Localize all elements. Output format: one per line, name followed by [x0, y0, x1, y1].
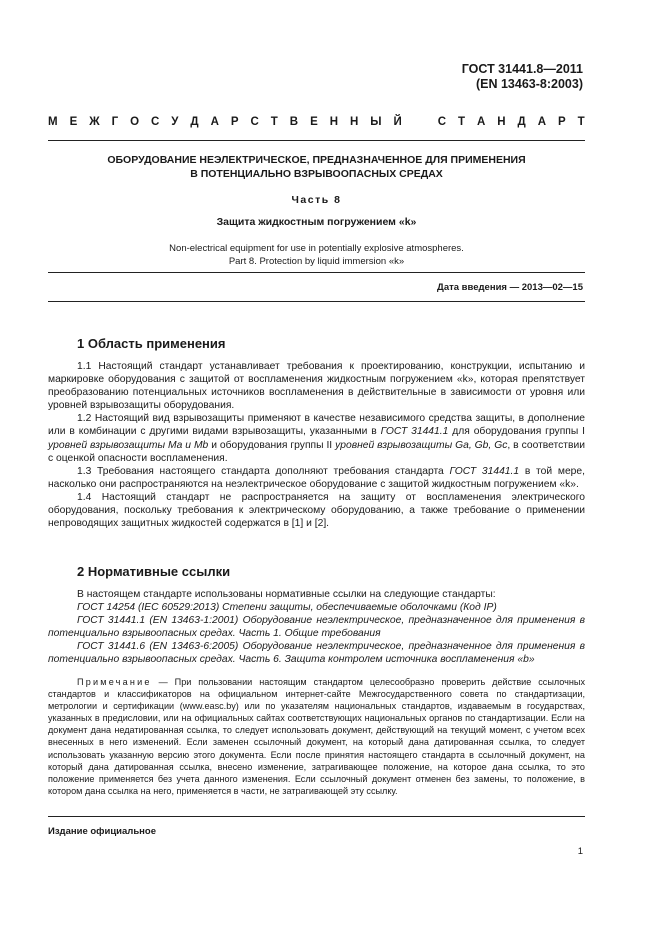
banner-letter: Н	[349, 116, 359, 128]
section-1-heading: 1 Область применения	[77, 336, 226, 351]
reference-gost-31441-6	[48, 640, 585, 666]
document-number	[462, 62, 583, 92]
clause-1-2	[48, 412, 585, 464]
clause-1-2-reference: ГОСТ 31441.1	[380, 426, 449, 438]
reference-gost-14254	[48, 601, 585, 614]
document-number-en: (EN 13463-8:2003)	[475, 77, 583, 91]
banner-letter: Й	[393, 116, 402, 128]
clause-1-4: 1.4 Настоящий стандарт не распространяется на защиту от воспламенения электрического оборудования, поскольку требования к электрическому оборудованию, а также требование о применении непроводящих защитных жидкостей содержатся в [1] и [2].	[48, 491, 585, 530]
standard-type-banner	[48, 116, 585, 128]
clause-1-3-reference: ГОСТ 31441.1	[449, 465, 520, 477]
banner-letter: Н	[497, 116, 506, 128]
banner-letter: Д	[517, 116, 526, 128]
part-subtitle: Защита жидкостным погружением «k»	[216, 216, 417, 228]
document-title-line1: ОБОРУДОВАНИЕ НЕЭЛЕКТРИЧЕСКОЕ, ПРЕДНАЗНАЧЕННОЕ ДЛЯ ПРИМЕНЕНИЯ	[107, 154, 526, 166]
reference-gost-14254-text: ГОСТ 14254 (IEC 60529:2013) Степени защиты, обеспечиваемые оболочками (Код IP)	[77, 602, 497, 614]
footer-divider	[48, 816, 585, 817]
reference-gost-31441-1-text: ГОСТ 31441.1 (EN 13463-1:2001) Оборудование неэлектрическое, предназначенное для применения в потенциально взрывоопасных средах. Часть 1. Общие требования	[48, 615, 585, 640]
section-2-heading: 2 Нормативные ссылки	[77, 564, 231, 579]
banner-letter: Р	[230, 116, 239, 128]
banner-letter: Ы	[370, 116, 382, 128]
clause-1-1: 1.1 Настоящий стандарт устанавливает требования к проектированию, конструкции, испытанию и маркировке оборудования с защитой от воспламенения жидкостным погружением «k», которая препятствует преобразованию потенциальных источников воспламенения в действительные в зависимости от уровня или уровней взрывозащиты оборудования.	[48, 361, 585, 412]
page-number: 1	[577, 846, 583, 857]
banner-letter: Ж	[89, 116, 100, 128]
banner-letter: С	[151, 116, 160, 128]
clause-1-2-levels-group-2: уровней взрывозащиты Ga, Gb, Gc	[335, 439, 508, 451]
part-label: Часть 8	[291, 194, 342, 206]
banner-letter: А	[476, 116, 486, 128]
banner-letter: Т	[457, 116, 466, 128]
references-note-paragraph	[48, 676, 585, 797]
section-1-body	[48, 360, 585, 530]
banner-letter: Е	[69, 116, 78, 128]
references-note	[48, 676, 585, 797]
banner-letter: А	[537, 116, 547, 128]
banner-letter: Р	[558, 116, 566, 128]
banner-letter: В	[289, 116, 299, 128]
note-text: — При пользовании настоящим стандартом целесообразно проверить действие ссылочных стандартов и классификаторов на официальном интернет-сайте Межгосударственного совета по стандартизации, метрологии и сертификации (www.easc.by) или по указателям национальных стандартов, издаваемым в государствах, указанных в предисловии, или на официальных сайтах соответствующих национальных органов по стандартизации. Если на документ дана недатированная ссылка, то следует использовать документ, действующий на текущий момент, с учетом всех внесенных в него изменений. Если заменен ссылочный документ, на который дана датированная ссылка, то следует использовать указанную версию этого документа. Если после принятия настоящего стандарта в ссылочный документ, на который дана датированная ссылка, внесено изменение, затрагивающее положение, на которое дана ссылка, то это положение применяется без учета данного изменения. Если ссылочный документ отменен без замены, то положение, в котором дана ссылка на него, применяется в части, не затрагивающей эту ссылку.	[48, 677, 585, 796]
references-intro: В настоящем стандарте использованы нормативные ссылки на следующие стандарты:	[77, 589, 496, 600]
note-label: Примечание	[77, 677, 152, 687]
section-2-body	[48, 588, 585, 667]
clause-1-2-text-d: , в соответствии с оценкой опасности воспламенения.	[48, 439, 585, 464]
clause-1-2-text-b: для оборудования группы I	[448, 426, 585, 438]
date-divider	[48, 301, 585, 302]
reference-gost-31441-1	[48, 614, 585, 640]
document-title-line2: В ПОТЕНЦИАЛЬНО ВЗРЫВООПАСНЫХ СРЕДАХ	[190, 168, 443, 180]
document-title	[48, 153, 585, 181]
clause-1-3	[48, 465, 585, 491]
banner-letter: У	[171, 116, 179, 128]
banner-letter: Н	[329, 116, 339, 128]
clause-1-3-text-b: в той мере, насколько они распространяются на неэлектрическое оборудование с защитой жидкостным погружением «k».	[48, 465, 585, 490]
english-title-line1: Non-electrical equipment for use in potentially explosive atmospheres.	[169, 243, 464, 254]
banner-word-gap	[414, 116, 426, 128]
banner-letter: Г	[111, 116, 119, 128]
document-number-gost: ГОСТ 31441.8—2011	[461, 62, 583, 76]
clause-1-2-levels-group-1: уровней взрывозащиты Ma и Mb	[48, 439, 209, 451]
banner-letter: Т	[577, 116, 585, 128]
banner-letter: Е	[310, 116, 318, 128]
banner-letter: О	[130, 116, 140, 128]
banner-letter: С	[437, 116, 447, 128]
reference-gost-31441-6-text: ГОСТ 31441.6 (EN 13463-6:2005) Оборудование неэлектрическое, предназначенное для применения в потенциально взрывоопасных средах. Часть 6. Защита контролем источника воспламенения «b»	[48, 641, 585, 666]
clause-1-3-text-a: 1.3 Требования настоящего стандарта дополняют требования стандарта	[77, 465, 450, 477]
banner-letter: С	[250, 116, 259, 128]
english-title	[48, 242, 585, 268]
edition-label: Издание официальное	[48, 826, 156, 837]
header-divider-bottom	[48, 272, 585, 273]
banner-letter: М	[48, 116, 58, 128]
english-title-line2: Part 8. Protection by liquid immersion «k»	[228, 256, 405, 267]
clause-1-2-text-a: 1.2 Настоящий вид взрывозащиты применяют в качестве независимого средства защиты, в дополнение или в комбинации с другими видами взрывозащиты, указанными в	[48, 413, 585, 438]
clause-1-2-text-c: и оборудования группы II	[208, 439, 336, 451]
introduction-date: Дата введения — 2013—02—15	[437, 282, 583, 293]
banner-letter: Т	[270, 116, 278, 128]
banner-letter: Д	[190, 116, 199, 128]
banner-letter: А	[210, 116, 219, 128]
header-divider-top	[48, 140, 585, 141]
